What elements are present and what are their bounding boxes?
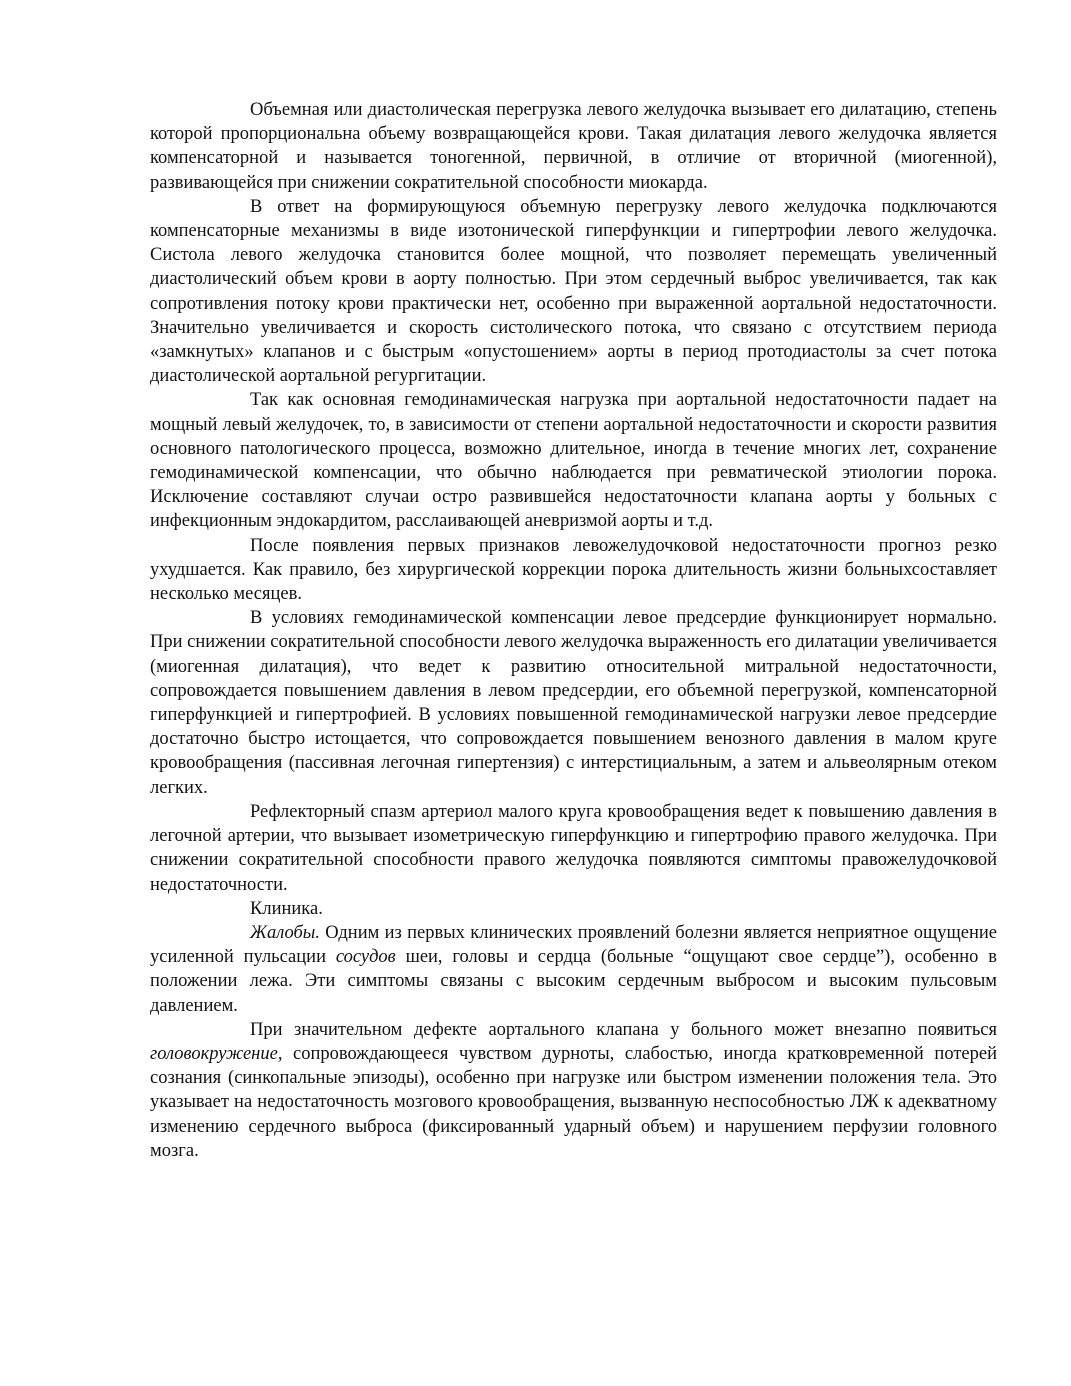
complaints-text-1: Одним из первых клинических проявлений болезни является неприятное ощущение усиленной пульсации — [150, 922, 997, 968]
paragraph-dizziness — [150, 1018, 997, 1163]
document-page — [150, 98, 997, 1163]
dizziness-term: головокружение — [150, 1043, 278, 1064]
dizziness-text-1: При значительном дефекте аортального клапана у больного может внезапно появиться — [250, 1019, 997, 1040]
paragraph-compensatory-mechanisms: В ответ на формирующуюся объемную перегрузку левого желудочка подключаются компенсаторные механизмы в виде изотонической гиперфункции и гипертрофии левого желудочка. Систола левого желудочка становится более мощной, что позволяет перемещать увеличенный диастолический объем крови в аорту полностью. При этом сердечный выброс увеличивается, так как сопротивления потоку крови практически нет, особенно при выраженной аортальной недостаточности. Значительно увеличивается и скорость систолического потока, что связано с отсутствием периода «замкнутых» клапанов и с быстрым «опустошением» аорты в период протодиастолы за счет потока диастолической аортальной регургитации. — [150, 196, 997, 387]
paragraph-complaints — [150, 921, 997, 1018]
section-heading-clinic: Клиника. — [250, 898, 323, 919]
paragraph-prognosis: После появления первых признаков левожелудочковой недостаточности прогноз резко ухудшается. Как правило, без хирургической коррекции порока длительность жизни больныхсоставляет несколько месяцев. — [150, 535, 997, 605]
vessels-term: сосудов — [335, 947, 396, 968]
paragraph-left-atrium: В условиях гемодинамической компенсации левое предсердие функционирует нормально. При снижении сократительной способности левого желудочка выраженность его дилатации увеличивается (миогенная дилатация), что ведет к развитию относительной митральной недостаточности, сопровождается повышением давления в левом предсердии, его объемной перегрузкой, компенсаторной гиперфункцией и гипертрофией. В условиях повышенной гемодинамической нагрузки левое предсердие достаточно быстро истощается, что сопровождается повышением венозного давления в малом круге кровообращения (пассивная легочная гипертензия) с интерстициальным, а затем и альвеолярным отеком легких. — [150, 608, 997, 798]
paragraph-reflex-spasm: Рефлекторный спазм артериол малого круга кровообращения ведет к повышению давления в легочной артерии, что вызывает изометрическую гиперфункцию и гипертрофию правого желудочка. При снижении сократительной способности правого желудочка появляются симптомы правожелудочковой недостаточности. — [150, 801, 997, 895]
paragraph-volume-overload: Объемная или диастолическая перегрузка левого желудочка вызывает его дилатацию, степень которой пропорциональна объему возвращающейся крови. Такая дилатация левого желудочка является компенсаторной и называется тоногенной, первичной, в отличие от вторичной (миогенной), развивающейся при снижении сократительной способности миокарда. — [150, 100, 997, 193]
dizziness-text-2: , сопровождающееся чувством дурноты, слабостью, иногда кратковременной потерей сознания (синкопальные эпизоды), особенно при нагрузке или быстром изменении положения тела. Это указывает на недостаточность мозгового кровообращения, вызванную неспособностью ЛЖ к адекватному изменению сердечного выброса (фиксированный ударный объем) и нарушением перфузии головного мозга. — [150, 1043, 997, 1161]
paragraph-hemodynamic-load: Так как основная гемодинамическая нагрузка при аортальной недостаточности падает на мощный левый желудочек, то, в зависимости от степени аортальной недостаточности и скорости развития основного патологического процесса, возможно длительное, иногда в течение многих лет, сохранение гемодинамической компенсации, что обычно наблюдается при ревматической этиологии порока. Исключение составляют случаи остро развившейся недостаточности клапана аорты у больных с инфекционным эндокардитом, расслаивающей аневризмой аорты и т.д. — [150, 390, 997, 532]
complaints-label: Жалобы. — [250, 922, 320, 943]
complaints-text-2: шеи, головы и сердца (больные “ощущают свое сердце”), особенно в положении лежа. Эти симптомы связаны с высоким сердечным выбросом и высоким пульсовым давлением. — [150, 947, 997, 1016]
